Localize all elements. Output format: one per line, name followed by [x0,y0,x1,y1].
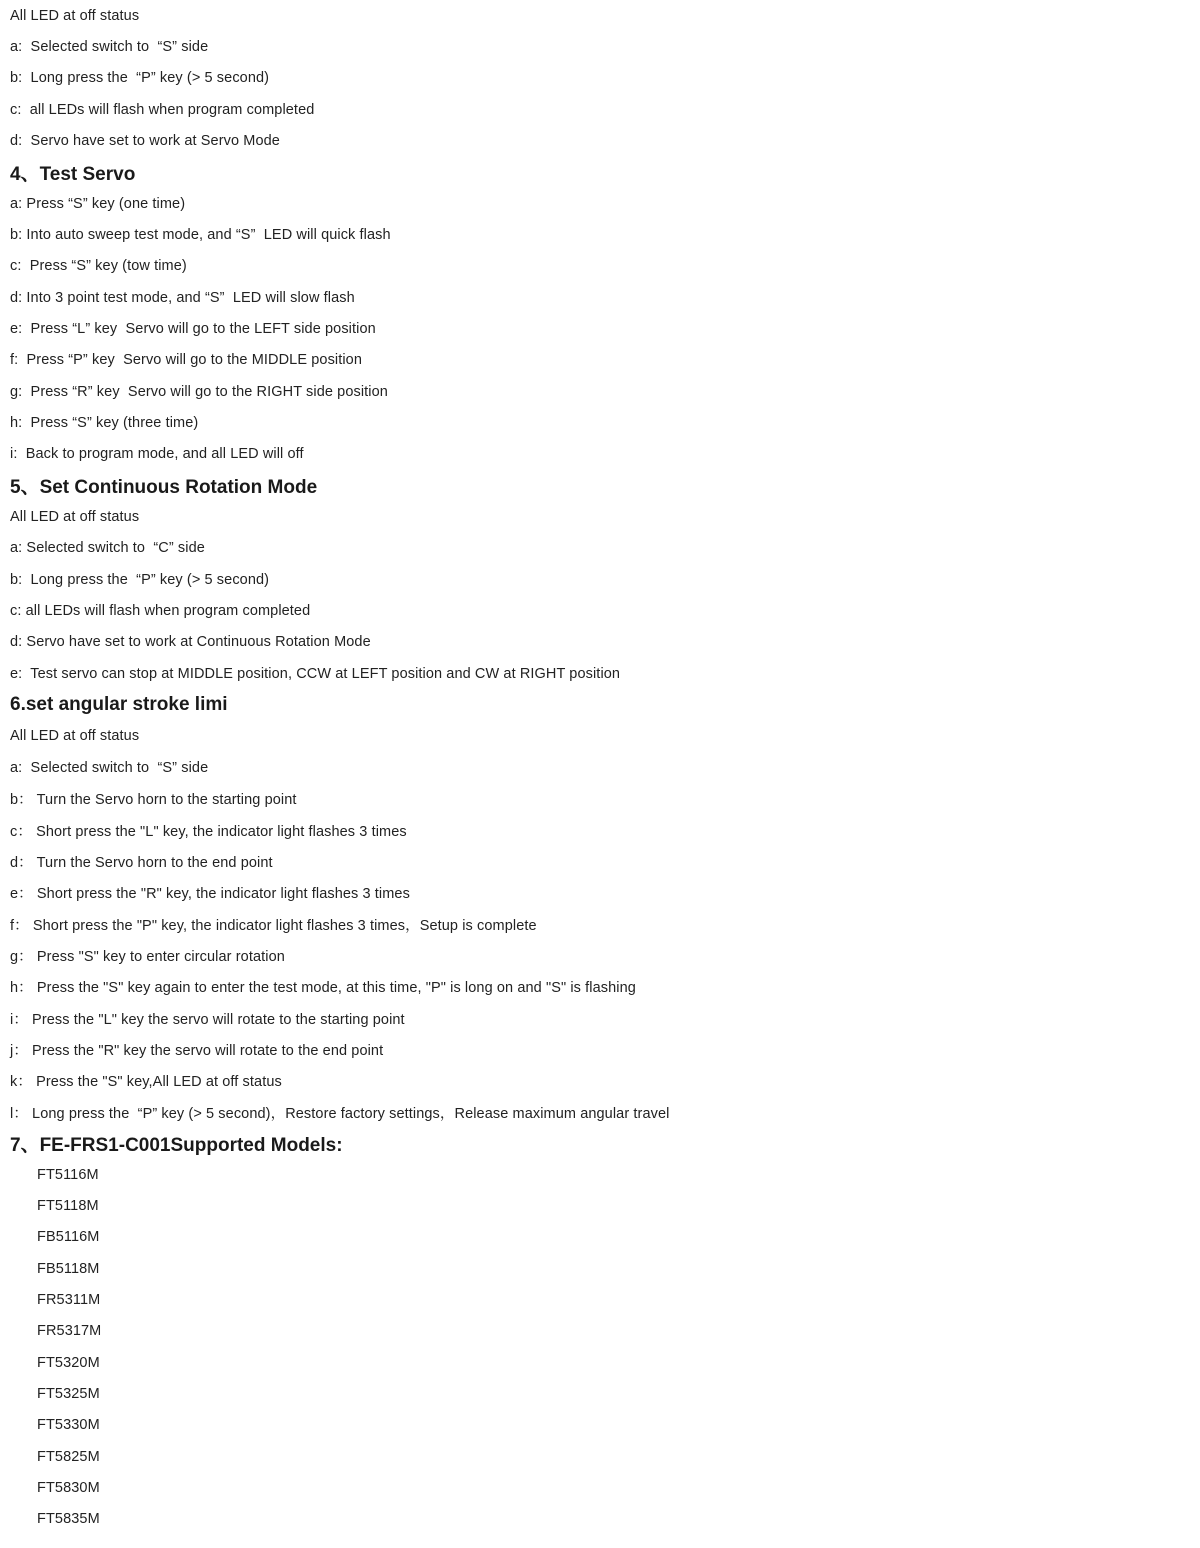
model-item: FT5116M [37,1166,99,1183]
model-item: FT5830M [37,1480,100,1497]
step-line: d: Servo have set to work at Continuous Rotation Mode [10,634,371,651]
step-line: All LED at off status [10,728,140,745]
model-item: FT5835M [37,1511,100,1528]
model-item: FT5118M [37,1198,99,1215]
model-item: FR5317M [37,1323,102,1340]
model-item: FB5118M [37,1260,100,1277]
step-line: e: Press “L” key Servo will go to the LEFT side position [10,320,376,337]
section-heading: 6.set angular stroke limi [10,693,228,715]
step-line: a: Selected switch to “C” side [10,540,205,557]
section-heading: 4、Test Servo [10,163,136,185]
step-line: c： Short press the "L" key, the indicator light flashes 3 times [10,823,407,840]
instructions-document [10,0,1190,1535]
step-line: d: Into 3 point test mode, and “S” LED will slow flash [10,289,355,306]
step-line: b: Long press the “P” key (> 5 second) [10,571,270,588]
step-line: i： Press the "L" key the servo will rotate to the starting point [10,1011,405,1028]
section-3-steps [10,0,1190,157]
step-line: i: Back to program mode, and all LED will off [10,446,304,463]
step-line: l： Long press the “P” key (> 5 second)，Restore factory settings，Release maximum angular travel [10,1105,670,1122]
model-item: FB5116M [37,1229,100,1246]
step-line: All LED at off status [10,7,140,24]
section-heading: 5、Set Continuous Rotation Mode [10,477,318,499]
step-line: g： Press "S" key to enter circular rotation [10,949,285,965]
section-7-supported-models [10,1128,1190,1535]
section-heading: 7、FE-FRS1-C001Supported Models: [10,1134,343,1156]
step-line: e: Test servo can stop at MIDDLE position, CCW at LEFT position and CW at RIGHT position [10,665,621,682]
step-line: c: all LEDs will flash when program completed [10,602,311,619]
step-line: e： Short press the "R" key, the indicator light flashes 3 times [10,886,410,903]
section-4-test-servo [10,157,1190,470]
step-line: b: Into auto sweep test mode, and “S” LED will quick flash [10,226,391,243]
step-line: c: Press “S” key (tow time) [10,258,187,275]
section-5-continuous-rotation [10,470,1190,689]
step-line: a: Selected switch to “S” side [10,38,209,55]
model-item: FT5320M [37,1354,100,1371]
step-line: a: Press “S” key (one time) [10,195,186,212]
step-line: a: Selected switch to “S” side [10,759,209,776]
step-line: j： Press the "R" key the servo will rotate to the end point [10,1042,384,1059]
model-item: FT5325M [37,1386,100,1403]
model-item: FT5330M [37,1417,100,1434]
step-line: g: Press “R” key Servo will go to the RIGHT side position [10,383,388,400]
model-item: FT5825M [37,1448,100,1465]
step-line: All LED at off status [10,508,140,525]
step-line: h： Press the "S" key again to enter the test mode, at this time, "P" is long on and "S" is flashing [10,980,636,997]
step-line: c: all LEDs will flash when program completed [10,101,315,118]
step-line: f： Short press the "P" key, the indicator light flashes 3 times，Setup is complete [10,917,537,934]
section-6-angular-stroke-limit [10,689,1190,1128]
step-line: h: Press “S” key (three time) [10,414,199,431]
step-line: b: Long press the “P” key (> 5 second) [10,70,270,87]
step-line: d: Servo have set to work at Servo Mode [10,132,280,149]
step-line: f: Press “P” key Servo will go to the MIDDLE position [10,352,363,369]
step-line: k： Press the "S" key,All LED at off status [10,1074,282,1091]
step-line: d： Turn the Servo horn to the end point [10,855,273,872]
step-line: b： Turn the Servo horn to the starting point [10,792,297,809]
model-item: FR5311M [37,1292,101,1309]
